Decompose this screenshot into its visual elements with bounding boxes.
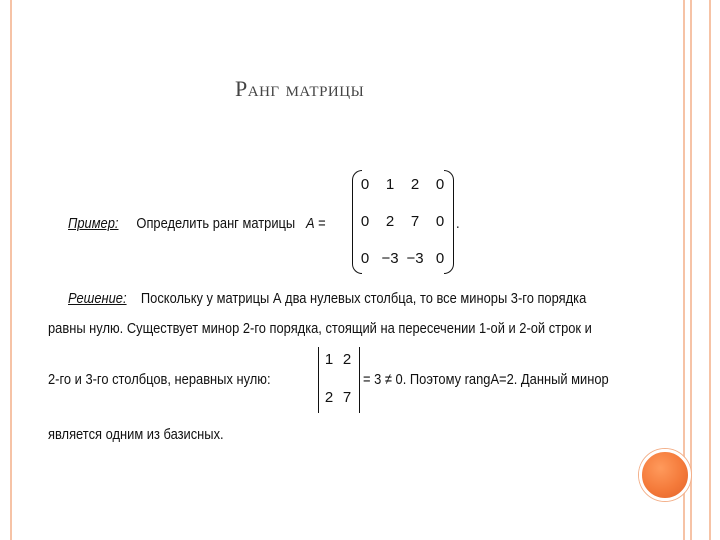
matrix-cell: 0 bbox=[360, 213, 370, 230]
right-frame-inner-line bbox=[690, 0, 692, 540]
orange-circle-decoration bbox=[639, 449, 691, 501]
solution-line-2: равны нулю. Существует минор 2-го порядка, стоящий на пересечении 1-ой и 2-ой строк и bbox=[48, 320, 592, 337]
det-cell: 1 bbox=[324, 351, 334, 368]
solution-label: Решение: bbox=[68, 290, 127, 307]
matrix-cell: 0 bbox=[435, 176, 445, 193]
solution-line-1 bbox=[68, 290, 586, 307]
matrix-a bbox=[352, 170, 454, 276]
matrix-cell: 0 bbox=[360, 250, 370, 267]
example-label: Пример: bbox=[68, 215, 119, 232]
slide-title: Ранг матрицы bbox=[235, 76, 365, 101]
matrix-cell: 0 bbox=[435, 250, 445, 267]
matrix-cell: −3 bbox=[381, 250, 399, 267]
det-cell: 2 bbox=[324, 389, 334, 406]
example-line bbox=[68, 215, 326, 232]
matrix-name: A bbox=[305, 215, 315, 232]
minor-determinant bbox=[318, 347, 360, 413]
matrix-cell: 2 bbox=[385, 213, 395, 230]
det-result: = 3 ≠ 0 bbox=[363, 371, 403, 388]
matrix-cell: 0 bbox=[435, 213, 445, 230]
solution-line-4: является одним из базисных. bbox=[48, 426, 224, 443]
matrix-equals: = bbox=[318, 215, 326, 232]
solution-line-3-start: 2-го и 3-го столбцов, неравных нулю: bbox=[48, 371, 271, 388]
matrix-cell: 7 bbox=[410, 213, 420, 230]
left-frame-line bbox=[10, 0, 12, 540]
solution-text-3-end: . Поэтому rangA=2. Данный минор bbox=[402, 371, 609, 388]
example-text: Определить ранг матрицы bbox=[136, 215, 296, 232]
matrix-cell: 1 bbox=[385, 176, 395, 193]
solution-text-1: Поскольку у матрицы А два нулевых столбца, то все миноры 3-го порядка bbox=[140, 290, 587, 307]
matrix-cell: 0 bbox=[360, 176, 370, 193]
solution-line-3-end bbox=[363, 371, 609, 388]
right-frame-band bbox=[683, 0, 711, 540]
matrix-end-period: . bbox=[456, 215, 460, 232]
det-cell: 7 bbox=[342, 389, 352, 406]
matrix-cell: −3 bbox=[406, 250, 424, 267]
det-cell: 2 bbox=[342, 351, 352, 368]
matrix-cell: 2 bbox=[410, 176, 420, 193]
